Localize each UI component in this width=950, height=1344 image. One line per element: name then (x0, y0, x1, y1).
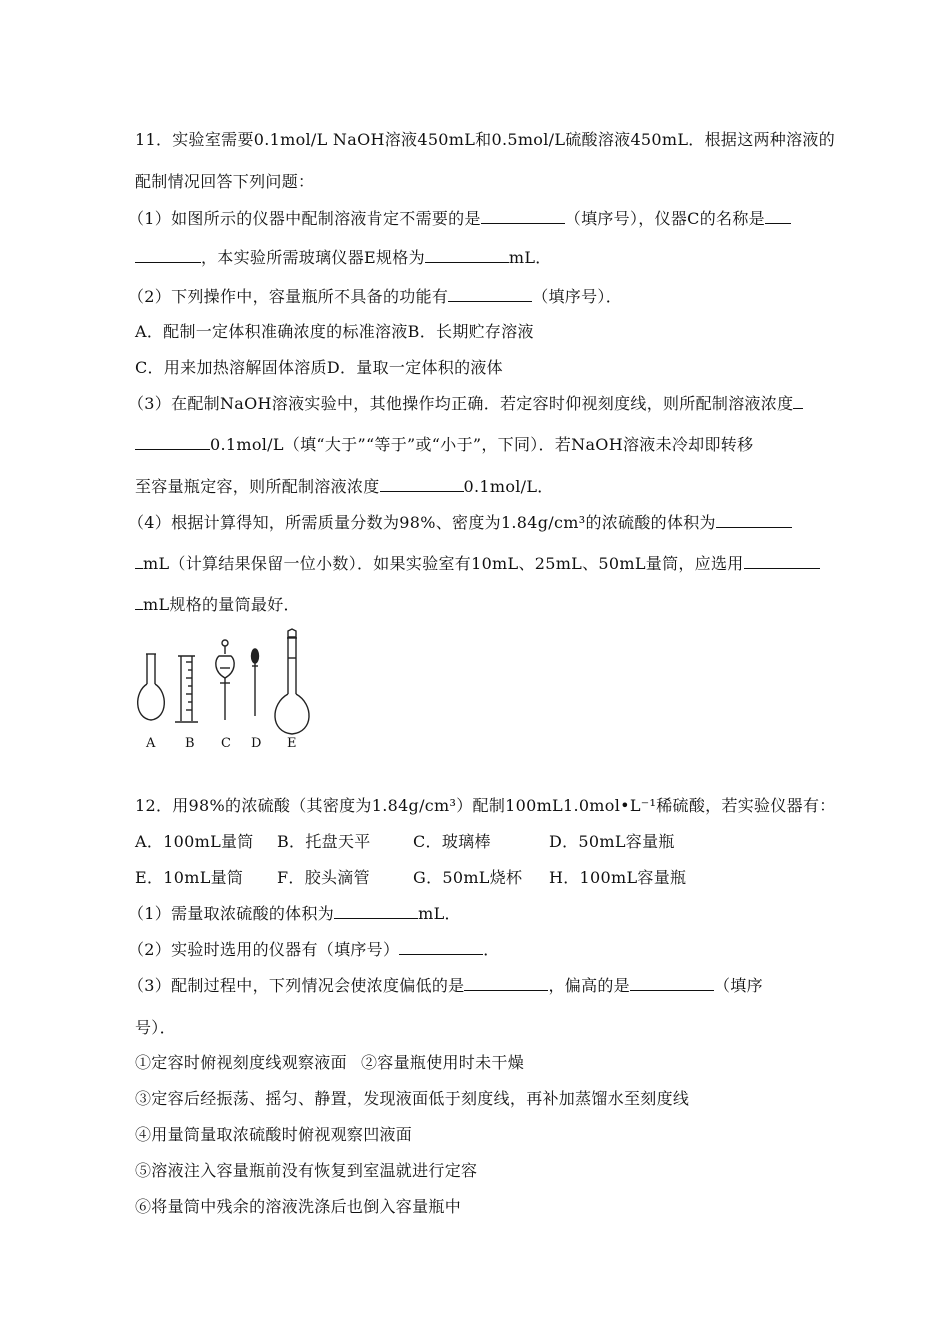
q12-part3-line2: 号）． (135, 1018, 176, 1037)
q11-part1-blank1[interactable] (481, 209, 565, 224)
q11-part2-line (128, 284, 622, 307)
figure-label-d: D (251, 736, 262, 751)
q11-part1-unit: mL． (508, 248, 552, 267)
q12-part1-text: （1）需量取浓硫酸的体积为 (128, 904, 335, 923)
q11-part4-text-b: mL（计算结果保留一位小数）．如果实验室有10mL、25mL、50mL量筒，应选用 (143, 554, 744, 573)
volumetric-flask-a-icon (138, 654, 165, 720)
q11-options-ab: A．配制一定体积准确浓度的标准溶液B．长期贮存溶液 (135, 322, 534, 341)
dropper-d-icon (252, 649, 259, 716)
q11-part1-text-b: （填序号），仪器C的名称是 (564, 209, 765, 228)
q11-part1-text-a: （1）如图所示的仪器中配制溶液肯定不需要的是 (128, 209, 481, 228)
q11-part4-blank1-end[interactable] (135, 554, 143, 569)
q12-item-1-text: ①定容时俯视刻度线观察液面 (135, 1053, 347, 1072)
q12-part3-blank2[interactable] (630, 976, 714, 991)
q11-part3-line3 (135, 474, 554, 497)
q12-part2-line (128, 937, 500, 960)
figure-label-a: A (146, 736, 156, 751)
q12-options-row1 (135, 829, 675, 852)
q12-option-b: B．托盘天平 (277, 832, 371, 851)
q11-part2-tail: （填序号）． (532, 287, 622, 306)
q11-part1-line2 (135, 245, 552, 268)
q11-part3-line2 (135, 432, 753, 455)
q11-part4-blank1-start[interactable] (716, 513, 792, 528)
q11-part1-blank2-end[interactable] (135, 248, 201, 263)
q12-option-g: G．50mL烧杯 (413, 868, 523, 887)
q11-part3-text-a: （3）在配制NaOH溶液实验中，其他操作均正确．若定容时仰视刻度线，则所配制溶液浓度 (128, 394, 794, 413)
q11-intro-line2: 配制情况回答下列问题： (135, 172, 315, 191)
q12-part3-text-c: （填序 (714, 976, 763, 995)
q12-option-h: H．100mL容量瓶 (549, 868, 687, 887)
q12-option-e: E．10mL量筒 (135, 868, 244, 887)
q11-part4-text-a: （4）根据计算得知，所需质量分数为98%、密度为1.84g/cm³的浓硫酸的体积为 (128, 513, 716, 532)
figure-label-c: C (221, 736, 231, 751)
q12-item-5: ⑤溶液注入容量瓶前没有恢复到室温就进行定容 (135, 1161, 478, 1180)
q12-option-a: A．100mL量筒 (135, 832, 254, 851)
q12-part3-text-b: ，偏高的是 (548, 976, 630, 995)
separatory-funnel-c-icon (216, 640, 234, 720)
q11-part3-blank2[interactable] (380, 477, 464, 492)
q12-part3-line1 (128, 973, 763, 996)
q11-part3-tail: 0.1mol/L． (463, 477, 554, 496)
q11-intro-line1: 11．实验室需要0.1mol/L NaOH溶液450mL和0.5mol/L硫酸溶液450mL．根据这两种溶液的 (135, 130, 835, 149)
q11-part4-line3 (135, 592, 300, 615)
q11-options-cd: C．用来加热溶解固体溶质D．量取一定体积的液体 (135, 358, 503, 377)
q12-part1-unit: mL． (418, 904, 461, 923)
q12-item-6: ⑥将量筒中残余的溶液洗涤后也倒入容量瓶中 (135, 1197, 462, 1216)
figure-label-b: B (185, 736, 195, 751)
q12-option-d: D．50mL容量瓶 (549, 832, 675, 851)
q12-options-row2 (135, 865, 686, 888)
q11-part2-blank[interactable] (448, 287, 532, 302)
q11-part3-blank1-start[interactable] (793, 394, 803, 409)
q12-part2-text: （2）实验时选用的仪器有（填序号） (128, 940, 400, 959)
q11-part4-line1 (128, 510, 792, 533)
q11-part3-line1 (128, 391, 803, 414)
q12-item-3: ③定容后经振荡、摇匀、静置，发现液面低于刻度线，再补加蒸馏水至刻度线 (135, 1089, 690, 1108)
q11-part3-text-b: 0.1mol/L（填“大于”“等于”或“小于”，下同）．若NaOH溶液未冷却即转移 (210, 435, 754, 454)
q12-option-f: F．胶头滴管 (277, 868, 370, 887)
graduated-cylinder-b-icon (175, 656, 198, 722)
q12-option-c: C．玻璃棒 (413, 832, 491, 851)
q12-part2-blank[interactable] (399, 940, 483, 955)
q11-part1-blank2-start[interactable] (765, 209, 791, 224)
q12-item-2-text: ②容量瓶使用时未干燥 (361, 1053, 525, 1072)
volumetric-flask-e-icon (275, 629, 309, 734)
q12-item-4: ④用量筒量取浓硫酸时俯视观察凹液面 (135, 1125, 413, 1144)
q11-part1-text-c: ，本实验所需玻璃仪器E规格为 (201, 248, 425, 267)
figure-label-e: E (287, 736, 297, 751)
q11-part4-line2 (135, 551, 820, 574)
q12-intro: 12．用98%的浓硫酸（其密度为1.84g/cm³）配制100mL1.0mol•L⁻¹稀硫酸，若实验仪器有： (135, 796, 836, 815)
q11-part1-blank3[interactable] (425, 248, 509, 263)
q12-part1-line (128, 901, 461, 924)
q12-part2-tail: ． (483, 940, 500, 959)
q12-item-1 (135, 1050, 524, 1073)
apparatus-figure (128, 628, 318, 753)
q12-part3-text-a: （3）配制过程中，下列情况会使浓度偏低的是 (128, 976, 465, 995)
q12-part1-blank[interactable] (334, 904, 418, 919)
q11-part2-text: （2）下列操作中，容量瓶所不具备的功能有 (128, 287, 449, 306)
q11-part4-blank2-end[interactable] (135, 595, 143, 610)
q11-part3-blank1-end[interactable] (135, 435, 210, 450)
q11-part4-text-c: mL规格的量筒最好． (143, 595, 300, 614)
q11-part1-line1 (128, 206, 791, 229)
q11-part3-text-c: 至容量瓶定容，则所配制溶液浓度 (135, 477, 380, 496)
q11-part4-blank2-start[interactable] (744, 554, 820, 569)
q12-part3-blank1[interactable] (464, 976, 548, 991)
